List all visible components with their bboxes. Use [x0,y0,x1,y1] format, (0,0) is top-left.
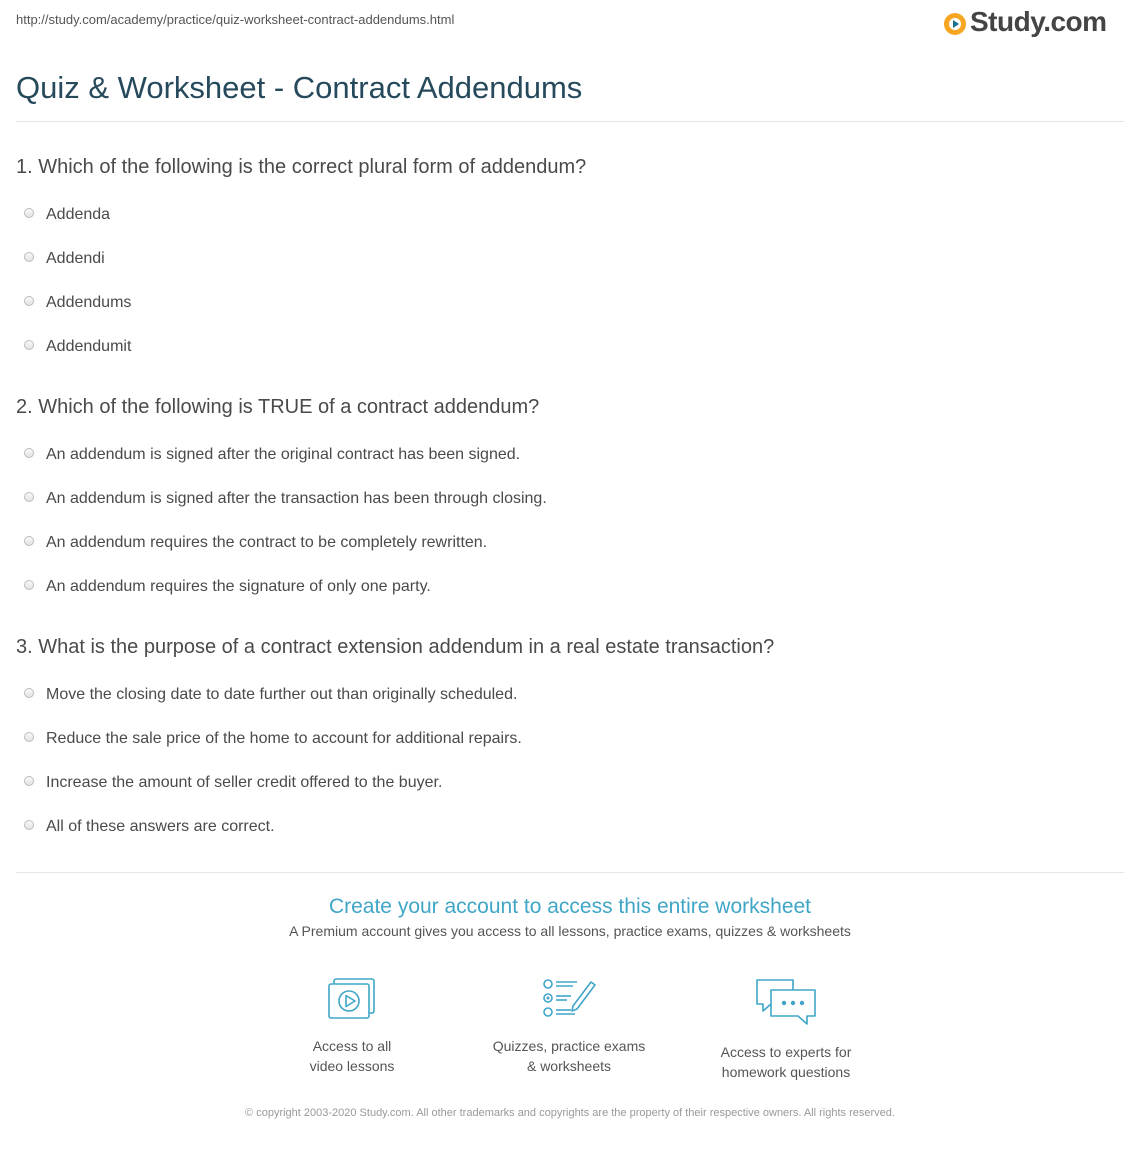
feature-quizzes [469,976,669,1076]
answer-label[interactable]: An addendum is signed after the original contract has been signed. [46,446,521,463]
feature-line: homework questions [721,1064,851,1080]
answer-label[interactable]: An addendum requires the signature of only one party. [46,578,431,595]
radio-button[interactable] [24,580,34,590]
feature-video-lessons [252,976,452,1076]
question-2 [16,395,1116,611]
answer-label[interactable]: Addendi [46,250,105,267]
radio-button[interactable] [24,208,34,218]
answer-option[interactable] [16,479,1116,523]
page-title: Quiz & Worksheet - Contract Addendums [16,70,583,105]
answer-option[interactable] [16,195,1116,239]
question-3 [16,635,1116,851]
cta-subtext: A Premium account gives you access to all lessons, practice exams, quizzes & worksheets [289,923,851,939]
answer-label[interactable]: An addendum requires the contract to be completely rewritten. [46,534,488,551]
feature-line: video lessons [309,1058,395,1074]
radio-button[interactable] [24,252,34,262]
answer-option[interactable] [16,763,1116,807]
logo-suffix: .com [1043,6,1107,37]
radio-button[interactable] [24,688,34,698]
page-url: http://study.com/academy/practice/quiz-worksheet-contract-addendums.html [16,12,455,27]
quiz-checklist-icon [541,976,597,1022]
radio-button[interactable] [24,492,34,502]
answer-option[interactable] [16,807,1116,851]
chat-bubbles-icon [753,976,819,1028]
answer-option[interactable] [16,719,1116,763]
radio-button[interactable] [24,448,34,458]
answer-option[interactable] [16,239,1116,283]
feature-experts [686,976,886,1082]
cta-divider [16,872,1124,873]
answer-label[interactable]: Addenda [46,206,111,223]
radio-button[interactable] [24,732,34,742]
answer-option[interactable] [16,327,1116,371]
answer-label[interactable]: Increase the amount of seller credit offered to the buyer. [46,774,443,791]
feature-line: Quizzes, practice exams [492,1038,646,1054]
answer-option[interactable] [16,675,1116,719]
play-logo-icon [944,13,966,35]
feature-line: Access to experts for [720,1044,852,1060]
radio-button[interactable] [24,296,34,306]
signup-cta [0,895,1140,939]
radio-button[interactable] [24,820,34,830]
question-text: 2. Which of the following is TRUE of a contract addendum? [16,396,540,418]
top-bar [0,0,1140,50]
title-divider [16,121,1124,122]
answer-label[interactable]: An addendum is signed after the transaction has been through closing. [46,490,547,507]
answer-label[interactable]: Move the closing date to date further out than originally scheduled. [46,686,518,703]
radio-button[interactable] [24,340,34,350]
answer-label[interactable]: Addendumit [46,338,132,355]
answer-label[interactable]: Reduce the sale price of the home to account for additional repairs. [46,730,522,747]
logo-text: Study [970,6,1044,37]
question-1 [16,155,1116,371]
question-text: 3. What is the purpose of a contract extension addendum in a real estate transaction? [16,636,775,658]
question-text: 1. Which of the following is the correct plural form of addendum? [16,156,587,178]
feature-line: & worksheets [526,1058,612,1074]
answer-label[interactable]: Addendums [46,294,132,311]
answer-option[interactable] [16,523,1116,567]
study-logo[interactable] [944,6,1107,38]
radio-button[interactable] [24,536,34,546]
video-lessons-icon [326,976,378,1022]
answer-option[interactable] [16,435,1116,479]
copyright-footer: © copyright 2003-2020 Study.com. All other trademarks and copyrights are the property of their respective owners. All rights reserved. [245,1107,895,1119]
answer-option[interactable] [16,567,1116,611]
answer-option[interactable] [16,283,1116,327]
feature-line: Access to all [312,1038,392,1054]
answer-label[interactable]: All of these answers are correct. [46,818,275,835]
cta-headline-link[interactable]: Create your account to access this entire worksheet [328,895,812,918]
radio-button[interactable] [24,776,34,786]
